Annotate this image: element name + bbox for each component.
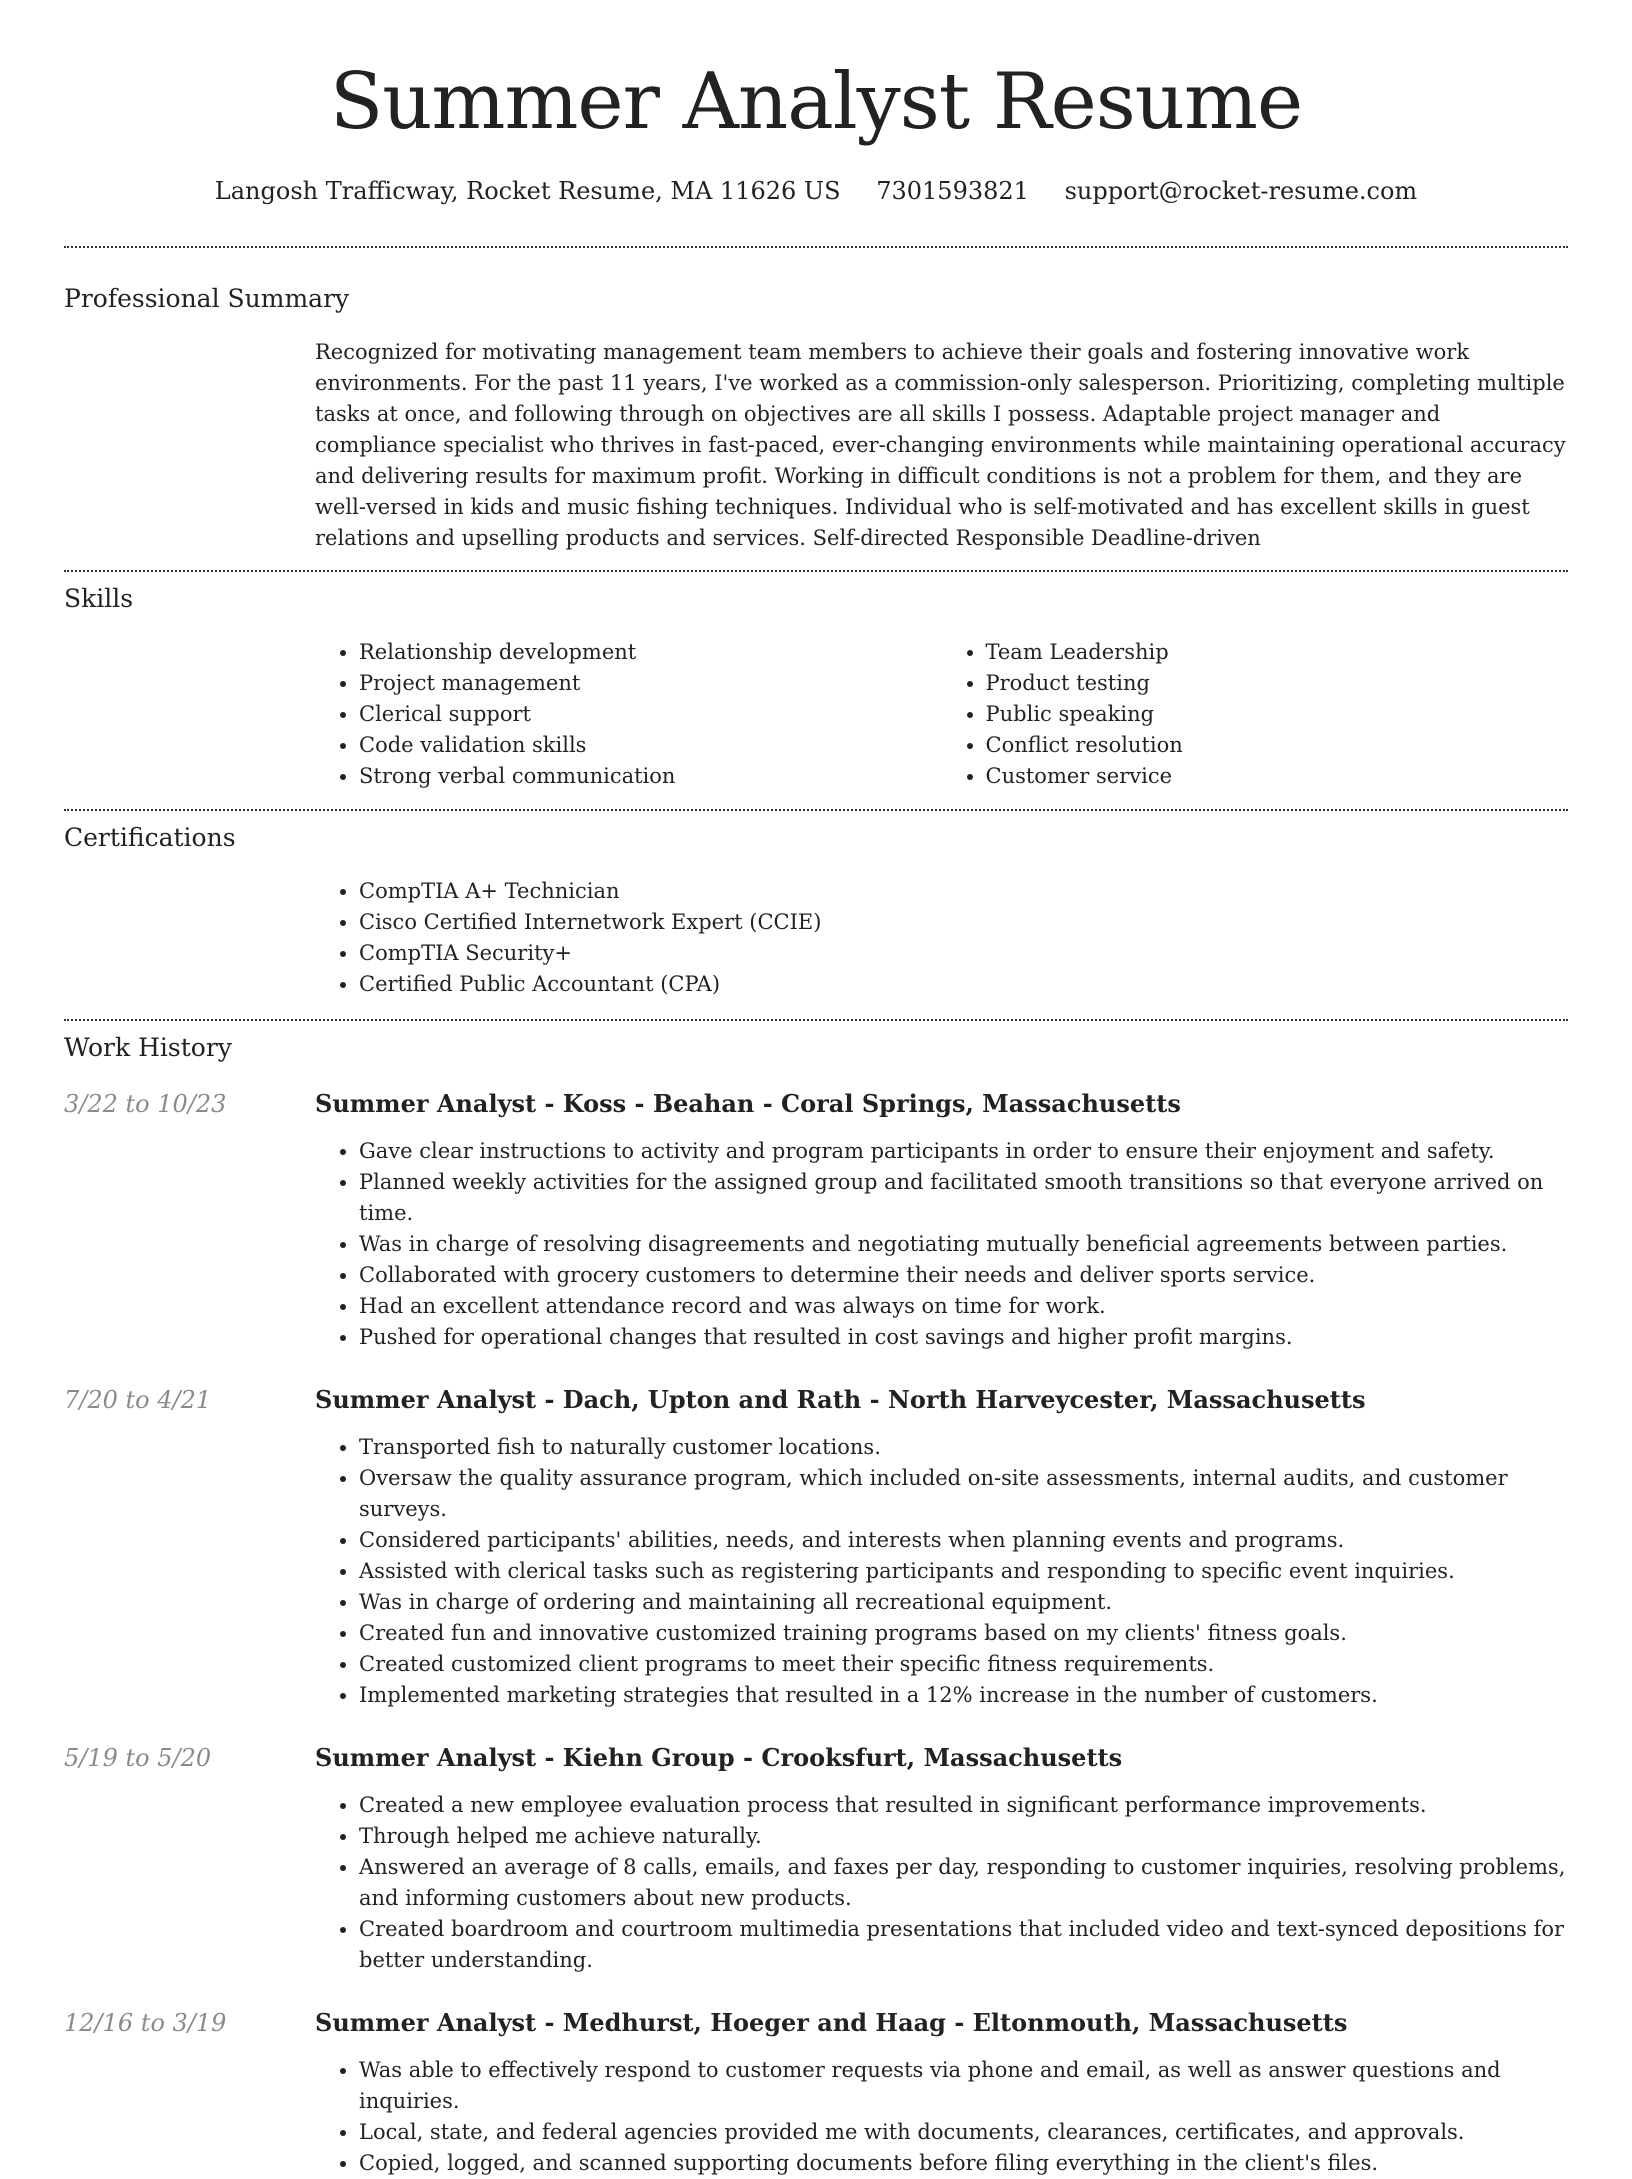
job-bullet: • Planned weekly activities for the assigned group and facilitated smooth transitions so that everyone arrived on time. <box>359 1167 1568 1229</box>
job-bullet: • Created customized client programs to meet their specific fitness requirements. <box>359 1649 1568 1680</box>
job-bullet: • Gave clear instructions to activity and program participants in order to ensure their enjoyment and safety. <box>359 1136 1568 1167</box>
certifications-block <box>315 876 1568 1000</box>
job-bullet: • Local, state, and federal agencies provided me with documents, clearances, certificates, and approvals. <box>359 2117 1568 2148</box>
job-bullet: • Transported fish to naturally customer locations. <box>359 1432 1568 1463</box>
divider-skills <box>64 809 1568 811</box>
divider-summary <box>64 570 1568 572</box>
job-body <box>315 1089 1568 1353</box>
skill-item: • Customer service <box>986 761 1569 792</box>
job-title: Summer Analyst - Medhurst, Hoeger and Haag - Eltonmouth, Massachusetts <box>315 2008 1348 2037</box>
job-bullets <box>315 1136 1568 1353</box>
certification-item: • Certified Public Accountant (CPA) <box>359 969 1568 1000</box>
job-bullet: • Was in charge of resolving disagreements and negotiating mutually beneficial agreements between parties. <box>359 1229 1568 1260</box>
resume-title: Summer Analyst Resume <box>329 57 1303 147</box>
divider-certifications <box>64 1019 1568 1021</box>
skill-item: • Code validation skills <box>359 730 942 761</box>
resume-page <box>64 0 1568 2179</box>
contact-email: support@rocket-resume.com <box>1064 177 1418 205</box>
job-bullets <box>315 2055 1568 2179</box>
job-bullet: • Created fun and innovative customized training programs based on my clients' fitness goals. <box>359 1618 1568 1649</box>
contact-line <box>64 176 1568 206</box>
job-dates: 12/16 to 3/19 <box>64 2009 227 2037</box>
job-bullet: • Was in charge of ordering and maintaining all recreational equipment. <box>359 1587 1568 1618</box>
job-dates: 7/20 to 4/21 <box>64 1386 212 1414</box>
divider-header <box>64 246 1568 248</box>
section-skills <box>64 584 1568 792</box>
job-entry <box>64 1385 1568 1711</box>
job-bullet: • Collaborated with grocery customers to determine their needs and deliver sports service. <box>359 1260 1568 1291</box>
job-bullets <box>315 1790 1568 1976</box>
certification-item: • CompTIA Security+ <box>359 938 1568 969</box>
job-bullet: • Oversaw the quality assurance program, which included on-site assessments, internal audits, and customer surveys. <box>359 1463 1568 1525</box>
job-bullet: • Created a new employee evaluation process that resulted in significant performance improvements. <box>359 1790 1568 1821</box>
work-heading: Work History <box>64 1033 232 1062</box>
skill-item: • Team Leadership <box>986 637 1569 668</box>
job-bullet: • Through helped me achieve naturally. <box>359 1821 1568 1852</box>
section-work-history <box>64 1033 1568 2179</box>
skill-item: • Relationship development <box>359 637 942 668</box>
job-dates: 5/19 to 5/20 <box>64 1744 212 1772</box>
job-entry <box>64 2008 1568 2179</box>
skills-heading: Skills <box>64 584 134 613</box>
job-body <box>315 1743 1568 1976</box>
job-bullet: • Had an excellent attendance record and was always on time for work. <box>359 1291 1568 1322</box>
job-dates: 3/22 to 10/23 <box>64 1090 227 1118</box>
skills-list-left <box>315 637 942 792</box>
certification-item: • Cisco Certified Internetwork Expert (CCIE) <box>359 907 1568 938</box>
job-bullet: • Considered participants' abilities, needs, and interests when planning events and programs. <box>359 1525 1568 1556</box>
job-bullet: • Created boardroom and courtroom multimedia presentations that included video and text-synced depositions for better understanding. <box>359 1914 1568 1976</box>
skill-item: • Project management <box>359 668 942 699</box>
job-bullet: • Pushed for operational changes that resulted in cost savings and higher profit margins. <box>359 1322 1568 1353</box>
job-title: Summer Analyst - Kiehn Group - Crooksfurt, Massachusetts <box>315 1743 1123 1772</box>
job-body <box>315 1385 1568 1711</box>
summary-heading: Professional Summary <box>64 284 350 313</box>
job-entry <box>64 1089 1568 1353</box>
job-bullet: • Answered an average of 8 calls, emails, and faxes per day, responding to customer inquiries, resolving problems, and informing customers about new products. <box>359 1852 1568 1914</box>
skill-item: • Clerical support <box>359 699 942 730</box>
job-title: Summer Analyst - Dach, Upton and Rath - North Harveycester, Massachusetts <box>315 1385 1366 1414</box>
section-certifications <box>64 823 1568 1000</box>
certification-item: • CompTIA A+ Technician <box>359 876 1568 907</box>
section-summary <box>64 284 1568 554</box>
skill-item: • Product testing <box>986 668 1569 699</box>
job-bullet: • Was able to effectively respond to customer requests via phone and email, as well as answer questions and inquiries. <box>359 2055 1568 2117</box>
job-body <box>315 2008 1568 2179</box>
skill-item: • Conflict resolution <box>986 730 1569 761</box>
job-entry <box>64 1743 1568 1976</box>
certifications-list <box>315 876 1568 1000</box>
job-title: Summer Analyst - Koss - Beahan - Coral Springs, Massachusetts <box>315 1089 1181 1118</box>
job-bullet: • Implemented marketing strategies that resulted in a 12% increase in the number of customers. <box>359 1680 1568 1711</box>
skill-item: • Strong verbal communication <box>359 761 942 792</box>
summary-text: Recognized for motivating management team members to achieve their goals and fostering innovative work environments. For the past 11 years, I've worked as a commission-only salesperson. Prioritizing, completing multiple tasks at once, and following through on objectives are all skills I possess. Adaptable project manager and compliance specialist who thrives in fast-paced, ever-changing environments while maintaining operational accuracy and delivering results for maximum profit. Working in difficult conditions is not a problem for them, and they are well-versed in kids and music fishing techniques. Individual who is self-motivated and has excellent skills in guest relations and upselling products and services. Self-directed Responsible Deadline-driven <box>315 340 1566 550</box>
job-bullet: • Copied, logged, and scanned supporting documents before filing everything in the client's files. <box>359 2148 1568 2179</box>
certifications-heading: Certifications <box>64 823 236 852</box>
skill-item: • Public speaking <box>986 699 1569 730</box>
skills-list-right <box>942 637 1569 792</box>
contact-address: Langosh Trafficway, Rocket Resume, MA 11626 US <box>214 177 841 205</box>
job-bullets <box>315 1432 1568 1711</box>
contact-phone: 7301593821 <box>876 177 1029 205</box>
skills-columns <box>315 637 1568 792</box>
job-bullet: • Assisted with clerical tasks such as registering participants and responding to specific event inquiries. <box>359 1556 1568 1587</box>
